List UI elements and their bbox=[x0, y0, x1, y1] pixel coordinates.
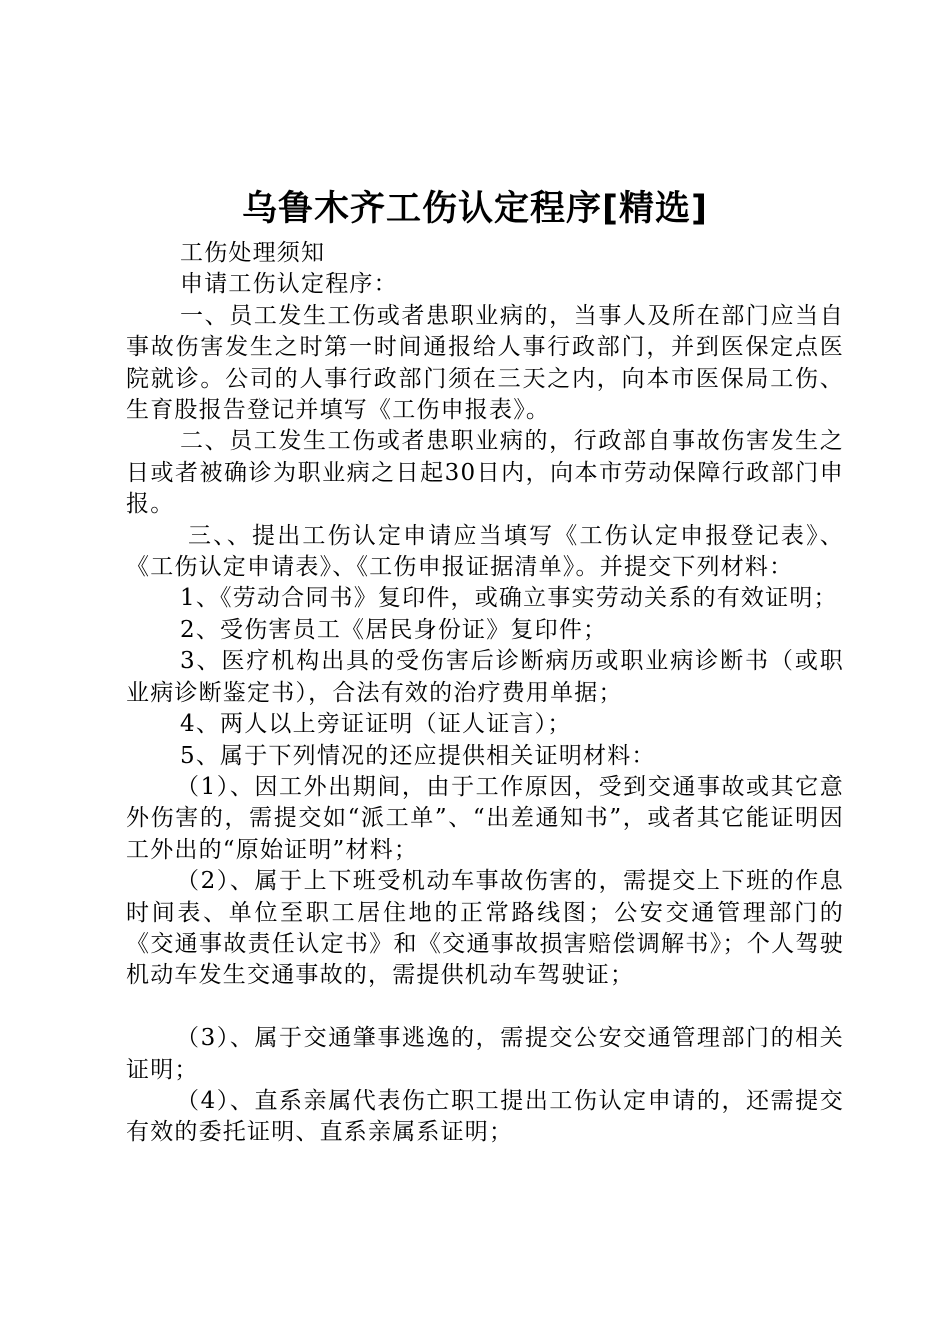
paragraph-case-2: （2）、属于上下班受机动车事故伤害的，需提交上下班的作息时间表、单位至职工居住地的正常路线图；公安交通管理部门的《交通事故责任认定书》和《交通事故损害赔偿调解书》；个人驾驶机动车发生交通事故的，需提供机动车驾驶证； bbox=[126, 868, 844, 989]
paragraph-step-2: 二、员工发生工伤或者患职业病的，行政部自事故伤害发生之日或者被确诊为职业病之日起30日内，向本市劳动保障行政部门申报。 bbox=[126, 428, 844, 518]
paragraph-case-3: （3）、属于交通肇事逃逸的，需提交公安交通管理部门的相关证明； bbox=[126, 1025, 844, 1083]
paragraph-material-5: 5、属于下列情况的还应提供相关证明材料： bbox=[180, 742, 656, 769]
paragraph-gap bbox=[126, 992, 844, 1023]
paragraph-material-2: 2、受伤害员工《居民身份证》复印件； bbox=[180, 616, 608, 643]
paragraph-notice-heading: 工伤处理须知 bbox=[180, 240, 326, 266]
document-title: 乌鲁木齐工伤认定程序[精选] bbox=[242, 189, 708, 229]
paragraph-material-1: 1、《劳动合同书》复印件，或确立事实劳动关系的有效证明； bbox=[180, 585, 838, 612]
document-body bbox=[126, 238, 844, 1149]
paragraph-material-3: 3、医疗机构出具的受伤害后诊断病历或职业病诊断书（或职业病诊断鉴定书），合法有效的治疗费用单据； bbox=[126, 648, 844, 706]
paragraph-procedure-heading: 申请工伤认定程序： bbox=[180, 271, 398, 298]
paragraph-case-4: （4）、直系亲属代表伤亡职工提出工伤认定申请的，还需提交有效的委托证明、直系亲属系证明； bbox=[126, 1087, 844, 1146]
paragraph-step-1: 一、员工发生工伤或者患职业病的，当事人及所在部门应当自事故伤害发生之时第一时间通报给人事行政部门，并到医保定点医院就诊。公司的人事行政部门须在三天之内，向本市医保局工伤、生育股报告登记并填写《工伤申报表》。 bbox=[126, 302, 844, 424]
paragraph-material-4: 4、两人以上旁证证明（证人证言）； bbox=[180, 711, 572, 738]
paragraph-case-1: （1）、因工外出期间，由于工作原因，受到交通事故或其它意外伤害的，需提交如“派工单”、“出差通知书”，或者其它能证明因工外出的“原始证明”材料； bbox=[126, 773, 844, 863]
paragraph-step-3: 三、、提出工伤认定申请应当填写《工伤认定申报登记表》、《工伤认定申请表》、《工伤申报证据清单》。并提交下列材料： bbox=[126, 522, 844, 581]
